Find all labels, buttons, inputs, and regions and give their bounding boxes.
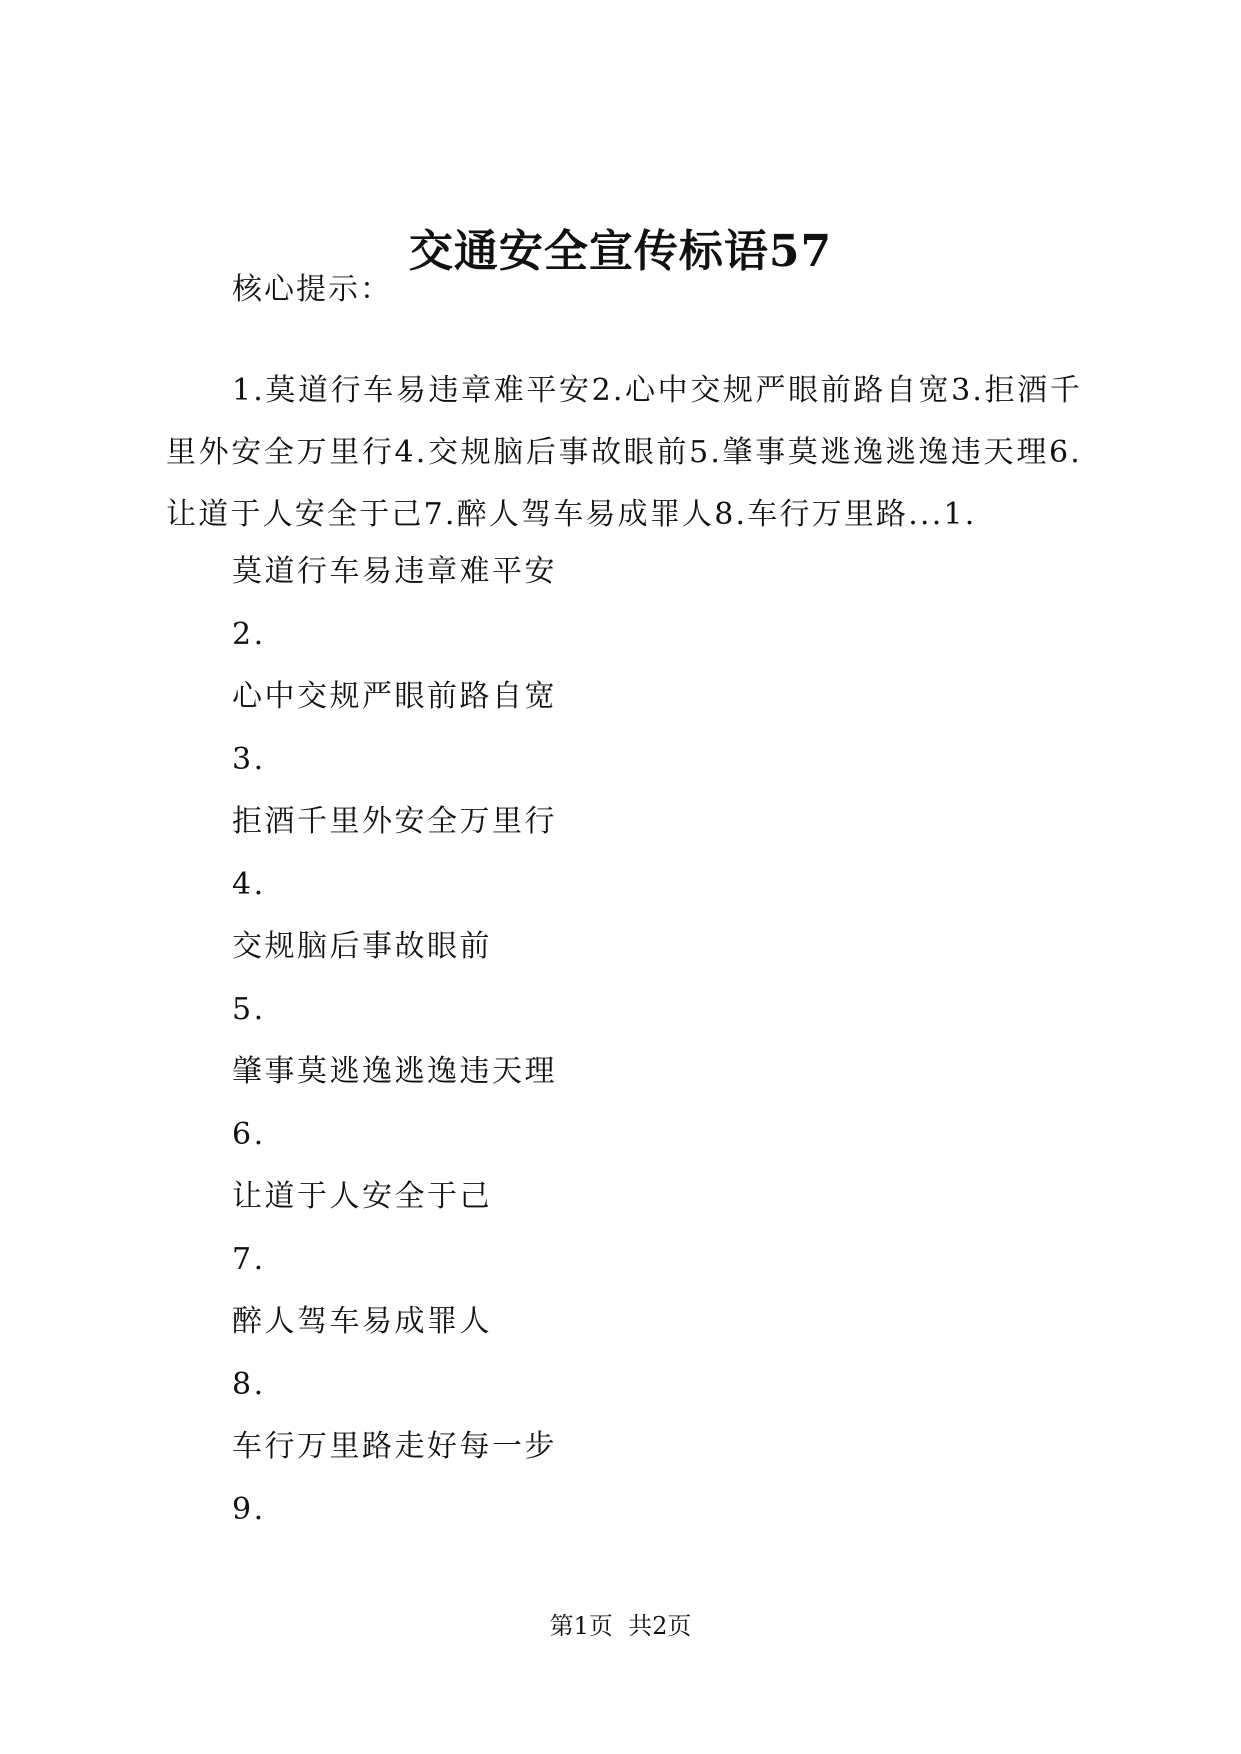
summary-paragraph: 1.莫道行车易违章难平安2.心中交规严眼前路自宽3.拒酒千里外安全万里行4.交规脑后事故眼前5.肇事莫逃逸逃逸违天理6.让道于人安全于己7.醉人驾车易成罪人8.车行万里路...1. [166, 373, 1082, 532]
list-line: 6. [232, 1116, 266, 1152]
page-current: 1 [573, 1612, 589, 1640]
slogan-list [232, 541, 557, 1541]
page-footer [0, 1608, 1241, 1644]
list-line: 肇事莫逃逸逃逸违天理 [232, 1054, 557, 1089]
page-unit: 页 [588, 1612, 613, 1640]
total-prefix: 共 [628, 1612, 653, 1640]
document-title: 交通安全宣传标语57 [408, 226, 833, 277]
summary-label: 核心提示： [232, 272, 392, 307]
list-line: 交规脑后事故眼前 [232, 929, 492, 964]
list-line: 莫道行车易违章难平安 [232, 554, 557, 589]
list-line: 4. [232, 866, 266, 902]
list-line: 2. [232, 616, 266, 652]
footer-gap [613, 1612, 628, 1640]
list-line: 让道于人安全于己 [232, 1179, 492, 1214]
list-line: 7. [232, 1241, 266, 1277]
list-line: 醉人驾车易成罪人 [232, 1304, 492, 1339]
list-line: 8. [232, 1366, 266, 1402]
page-prefix: 第 [549, 1612, 574, 1640]
list-line: 9. [232, 1491, 266, 1527]
list-line: 车行万里路走好每一步 [232, 1429, 557, 1464]
page-total: 2 [652, 1612, 668, 1640]
list-line: 3. [232, 741, 266, 777]
list-line: 心中交规严眼前路自宽 [232, 679, 557, 714]
total-unit: 页 [667, 1612, 692, 1640]
list-line: 拒酒千里外安全万里行 [232, 804, 557, 839]
list-line: 5. [232, 991, 266, 1027]
